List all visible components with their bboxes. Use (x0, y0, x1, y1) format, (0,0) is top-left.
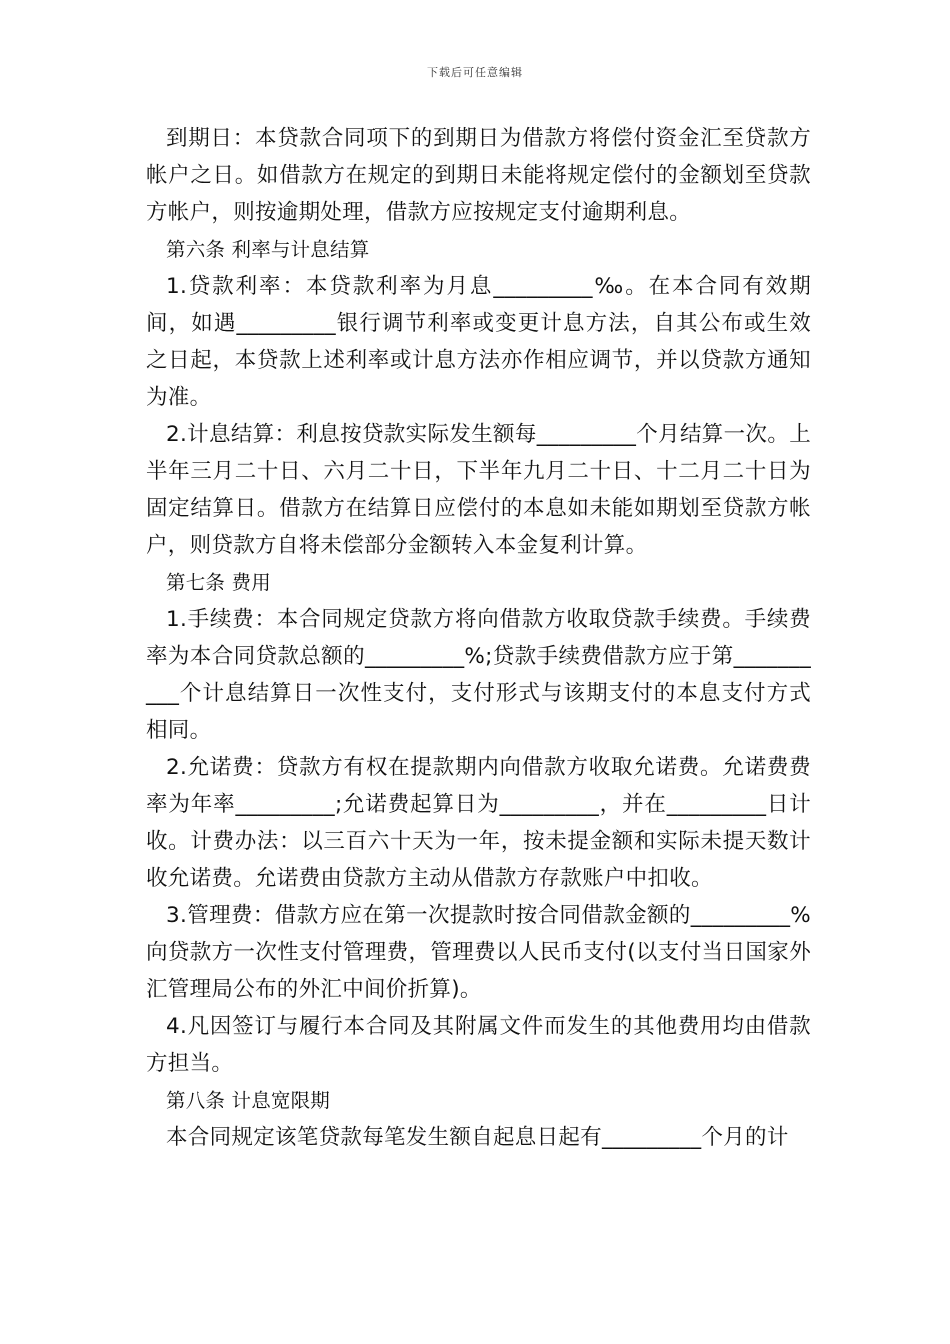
paragraph-maturity-date: 到期日：本贷款合同项下的到期日为借款方将偿付资金汇至贷款方帐户之日。如借款方在规定的到期日未能将规定偿付的金额划至贷款方帐户，则按逾期处理，借款方应按规定支付逾期利息。 (146, 126, 811, 225)
article-7-heading: 第七条 费用 (166, 571, 271, 594)
article-8-heading: 第八条 计息宽限期 (166, 1089, 330, 1112)
header-note: 下载后可任意编辑 (427, 66, 523, 79)
paragraph-commitment-fee: 2.允诺费：贷款方有权在提款期内向借款方收取允诺费。允诺费费率为年率_________;允诺费起算日为_________，并在_________日计收。计费办法：以三百六十天为一年，按未提金额和实际未提天数计收允诺费。允诺费由贷款方主动从借款方存款账户中扣收。 (146, 755, 811, 891)
contract-body (146, 120, 811, 1156)
paragraph-management-fee: 3.管理费：借款方应在第一次提款时按合同借款金额的_________%向贷款方一次性支付管理费，管理费以人民币支付(以支付当日国家外汇管理局公布的外汇中间价折算)。 (146, 903, 811, 1002)
paragraph-other-fees: 4.凡因签订与履行本合同及其附属文件而发生的其他费用均由借款方担当。 (146, 1014, 811, 1076)
article-6-heading: 第六条 利率与计息结算 (166, 238, 370, 261)
paragraph-grace-period: 本合同规定该笔贷款每笔发生额自起息日起有_________个月的计 (166, 1125, 789, 1150)
paragraph-loan-rate: 1.贷款利率：本贷款利率为月息_________‰。在本合同有效期间，如遇_________银行调节利率或变更计息方法，自其公布或生效之日起，本贷款上述利率或计息方法亦作相应调节，并以贷款方通知为准。 (146, 274, 811, 410)
paragraph-interest-settlement: 2.计息结算：利息按贷款实际发生额每_________个月结算一次。上半年三月二十日、六月二十日，下半年九月二十日、十二月二十日为固定结算日。借款方在结算日应偿付的本息如未能如期划至贷款方帐户，则贷款方自将未偿部分金额转入本金复利计算。 (146, 422, 811, 558)
paragraph-handling-fee: 1.手续费：本合同规定贷款方将向借款方收取贷款手续费。手续费率为本合同贷款总额的_________%;贷款手续费借款方应于第__________个计息结算日一次性支付，支付形式与该期支付的本息支付方式相同。 (146, 607, 811, 743)
